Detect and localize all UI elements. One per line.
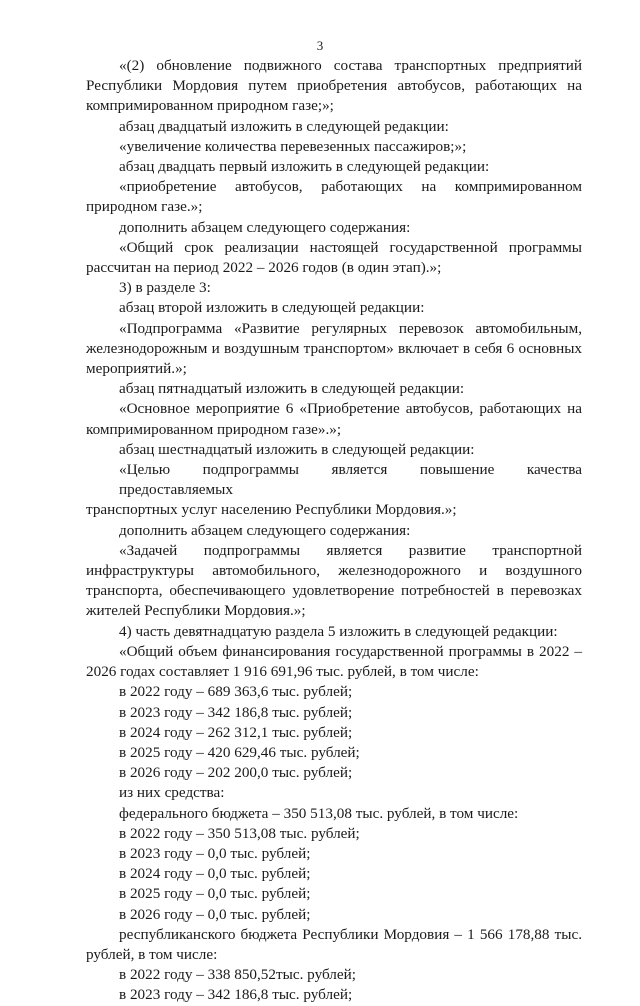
text-line: «увеличение количества перевезенных пассажиров;»; [119,137,467,155]
text-line: рассчитан на период 2022 – 2026 годов (в один этап).»; [86,259,442,277]
text-line: абзац двадцатый изложить в следующей редакции: [119,117,449,135]
text-line: в 2025 году – 420 629,46 тыс. рублей; [119,743,360,761]
text-line: абзац шестнадцатый изложить в следующей редакции: [119,440,475,458]
text-line: в 2024 году – 0,0 тыс. рублей; [119,865,311,883]
text-line: абзац пятнадцатый изложить в следующей редакции: [119,380,465,398]
text-line: транспортных услуг населению Республики Мордовия.»; [86,501,457,519]
text-line: дополнить абзацем следующего содержания: [119,521,411,539]
text-line: «(2) обновление подвижного состава транспортных предприятий [119,57,582,74]
text-line: «приобретение автобусов, работающих на компримированном [119,178,582,196]
text-line: компримированном природном газе;»; [86,97,334,115]
text-line: в 2026 году – 202 200,0 тыс. рублей; [119,764,353,782]
document-body [86,56,582,1006]
text-line: в 2022 году – 689 363,6 тыс. рублей; [119,683,353,701]
text-line: железнодорожным и воздушным транспортом» включает в себя 6 основных [86,339,582,357]
text-line: «Основное мероприятие 6 «Приобретение автобусов, работающих на [119,400,582,418]
text-line: федерального бюджета – 350 513,08 тыс. рублей, в том числе: [119,804,519,822]
text-line: из них средства: [119,784,225,802]
page-number: 3 [316,38,324,53]
text-line: в 2026 году – 0,0 тыс. рублей; [119,905,311,923]
text-line: мероприятий.»; [86,360,187,378]
text-line: «Общий объем финансирования государственной программы в 2022 – [119,642,582,660]
text-line: республиканского бюджета Республики Мордовия – 1 566 178,88 тыс. [119,925,582,943]
text-line: в 2023 году – 0,0 тыс. рублей; [119,844,311,862]
text-line: в 2022 году – 350 513,08 тыс. рублей; [119,824,360,842]
text-line: в 2023 году – 342 186,8 тыс. рублей; [119,986,353,1004]
text-line: в 2022 году – 338 850,52тыс. рублей; [119,966,356,984]
text-line: компримированном природном газе».»; [86,420,342,438]
text-line: «Целью подпрограммы является повышение качества предоставляемых [119,461,582,499]
text-line: жителей Республики Мордовия.»; [86,602,306,620]
text-line: транспорта, обеспечивающего удовлетворение потребностей в перевозках [86,582,582,600]
text-line: в 2025 году – 0,0 тыс. рублей; [119,885,311,903]
text-line: 3) в разделе 3: [119,279,211,297]
text-line: рублей, в том числе: [86,945,218,963]
text-line: «Общий срок реализации настоящей государственной программы [119,238,582,256]
text-line: 4) часть девятнадцатую раздела 5 изложить в следующей редакции: [119,622,558,640]
text-line: в 2024 году – 262 312,1 тыс. рублей; [119,723,353,741]
text-line: абзац двадцать первый изложить в следующей редакции: [119,158,490,176]
text-line: абзац второй изложить в следующей редакции: [119,299,425,317]
text-line: 2026 годах составляет 1 916 691,96 тыс. рублей, в том числе: [86,663,479,681]
text-line: природном газе.»; [86,198,203,216]
text-line: в 2023 году – 342 186,8 тыс. рублей; [119,703,353,721]
text-line: Республики Мордовия путем приобретения автобусов, работающих на [86,77,582,95]
text-line: инфраструктуры автомобильного, железнодорожного и воздушного [86,562,582,580]
text-line: «Подпрограмма «Развитие регулярных перевозок автомобильным, [119,319,582,337]
text-line: «Задачей подпрограммы является развитие транспортной [119,541,582,559]
text-line: дополнить абзацем следующего содержания: [119,218,411,236]
